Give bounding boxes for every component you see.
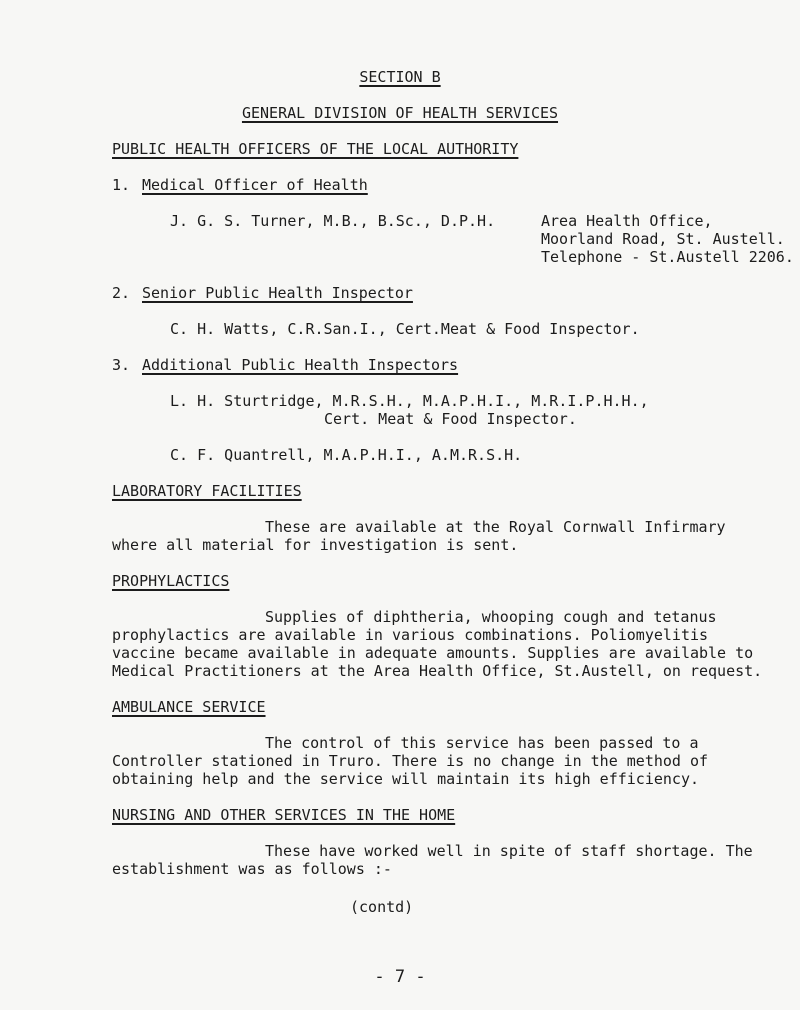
- ambulance-line: Controller stationed in Truro. There is no change in the method of: [112, 752, 709, 770]
- prophylactics-line: Medical Practitioners at the Area Health Office, St.Austell, on request.: [112, 662, 763, 680]
- officer-3-person-1-line: L. H. Sturtridge, M.R.S.H., M.A.P.H.I., M.R.I.P.H.H.,: [170, 392, 649, 410]
- ambulance-line: obtaining help and the service will maintain its high efficiency.: [112, 770, 699, 788]
- laboratory-line: These are available at the Royal Cornwall Infirmary: [265, 518, 726, 536]
- nursing-line: These have worked well in spite of staff shortage. The: [265, 842, 753, 860]
- officer-2-number: 2.: [112, 284, 131, 302]
- prophylactics-line: vaccine became available in adequate amounts. Supplies are available to: [112, 644, 754, 662]
- prophylactics-line: prophylactics are available in various combinations. Poliomyelitis: [112, 626, 709, 644]
- laboratory-heading: LABORATORY FACILITIES: [112, 482, 302, 500]
- officer-3-title: Additional Public Health Inspectors: [142, 356, 459, 374]
- officer-3-number: 3.: [112, 356, 131, 374]
- officer-3-person-2: C. F. Quantrell, M.A.P.H.I., A.M.R.S.H.: [170, 446, 523, 464]
- officer-1-address-line: Moorland Road, St. Austell.: [541, 230, 785, 248]
- officer-2-name: C. H. Watts, C.R.San.I., Cert.Meat & Food Inspector.: [170, 320, 640, 338]
- prophylactics-line: Supplies of diphtheria, whooping cough and tetanus: [265, 608, 717, 626]
- prophylactics-heading: PROPHYLACTICS: [112, 572, 230, 590]
- division-title: GENERAL DIVISION OF HEALTH SERVICES: [241, 104, 559, 122]
- officer-1-title: Medical Officer of Health: [142, 176, 368, 194]
- officer-1-name: J. G. S. Turner, M.B., B.Sc., D.P.H.: [170, 212, 496, 230]
- officer-2-title: Senior Public Health Inspector: [142, 284, 413, 302]
- officer-1-address-line: Area Health Office,: [541, 212, 713, 230]
- ambulance-line: The control of this service has been passed to a: [265, 734, 699, 752]
- officer-3-person-1-line: Cert. Meat & Food Inspector.: [324, 410, 577, 428]
- contd-note: (contd): [350, 898, 414, 916]
- officer-1-number: 1.: [112, 176, 131, 194]
- ambulance-heading: AMBULANCE SERVICE: [112, 698, 266, 716]
- officers-heading: PUBLIC HEALTH OFFICERS OF THE LOCAL AUTHORITY: [112, 140, 519, 158]
- nursing-line: establishment was as follows :-: [112, 860, 392, 878]
- section-title: SECTION B: [359, 68, 441, 86]
- officer-1-address-line: Telephone - St.Austell 2206.: [541, 248, 794, 266]
- laboratory-line: where all material for investigation is sent.: [112, 536, 519, 554]
- nursing-heading: NURSING AND OTHER SERVICES IN THE HOME: [112, 806, 456, 824]
- page-number: - 7 -: [374, 967, 426, 987]
